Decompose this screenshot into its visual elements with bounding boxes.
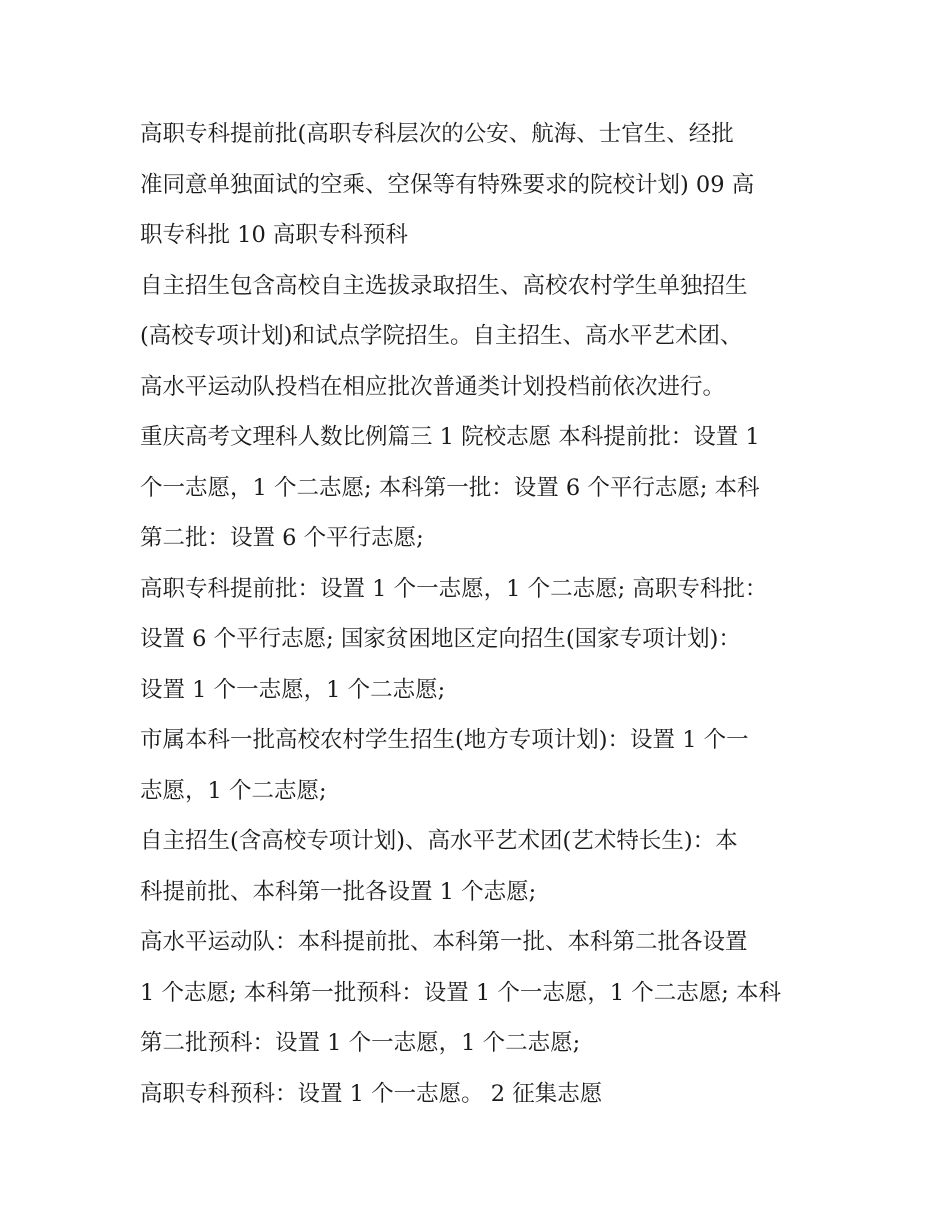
- text-line: 第二批：设置 6 个平行志愿;: [140, 525, 424, 551]
- text-line: 个一志愿，1 个二志愿; 本科第一批：设置 6 个平行志愿; 本科: [140, 474, 760, 501]
- paragraph: [140, 412, 820, 564]
- text-line: 职专科批 10 高职专科预科: [140, 222, 408, 248]
- text-line: 市属本科一批高校农村学生招生(地方专项计划)：设置 1 个一: [140, 727, 749, 753]
- paragraph: [140, 261, 820, 413]
- text-line: 自主招生包含高校自主选拔录取招生、高校农村学生单独招生: [140, 272, 748, 299]
- text-line: (高校专项计划)和试点学院招生。自主招生、高水平艺术团、: [140, 323, 743, 349]
- text-line: 高水平运动队：本科提前批、本科第一批、本科第二批各设置: [140, 929, 748, 955]
- text-line: 高水平运动队投档在相应批次普通类计划投档前依次进行。: [140, 373, 726, 400]
- text-line: 设置 6 个平行志愿; 国家贫困地区定向招生(国家专项计划)：: [140, 626, 741, 652]
- paragraph: [140, 1069, 820, 1120]
- paragraph: [140, 564, 820, 716]
- text-line: 准同意单独面试的空乘、空保等有特殊要求的院校计划) 09 高: [140, 171, 755, 198]
- text-line: 设置 1 个一志愿，1 个二志愿;: [140, 676, 446, 703]
- text-line: 高职专科预科：设置 1 个一志愿。 2 征集志愿: [140, 1080, 603, 1107]
- text-line: 科提前批、本科第一批各设置 1 个志愿;: [140, 878, 537, 905]
- document-body: [140, 109, 820, 1119]
- text-line: 第二批预科：设置 1 个一志愿，1 个二志愿;: [140, 1030, 581, 1056]
- text-line: 志愿，1 个二志愿;: [140, 777, 327, 804]
- paragraph: [140, 715, 820, 816]
- paragraph: [140, 917, 820, 1069]
- text-line: 高职专科提前批(高职专科层次的公安、航海、士官生、经批: [140, 121, 734, 147]
- text-line: 重庆高考文理科人数比例篇三 1 院校志愿 本科提前批：设置 1: [140, 424, 760, 450]
- text-line: 1 个志愿; 本科第一批预科：设置 1 个一志愿，1 个二志愿; 本科: [140, 979, 782, 1006]
- text-line: 高职专科提前批：设置 1 个一志愿，1 个二志愿; 高职专科批：: [140, 575, 768, 602]
- text-line: 自主招生(含高校专项计划)、高水平艺术团(艺术特长生)：本: [140, 828, 738, 854]
- paragraph: [140, 109, 820, 261]
- paragraph: [140, 816, 820, 917]
